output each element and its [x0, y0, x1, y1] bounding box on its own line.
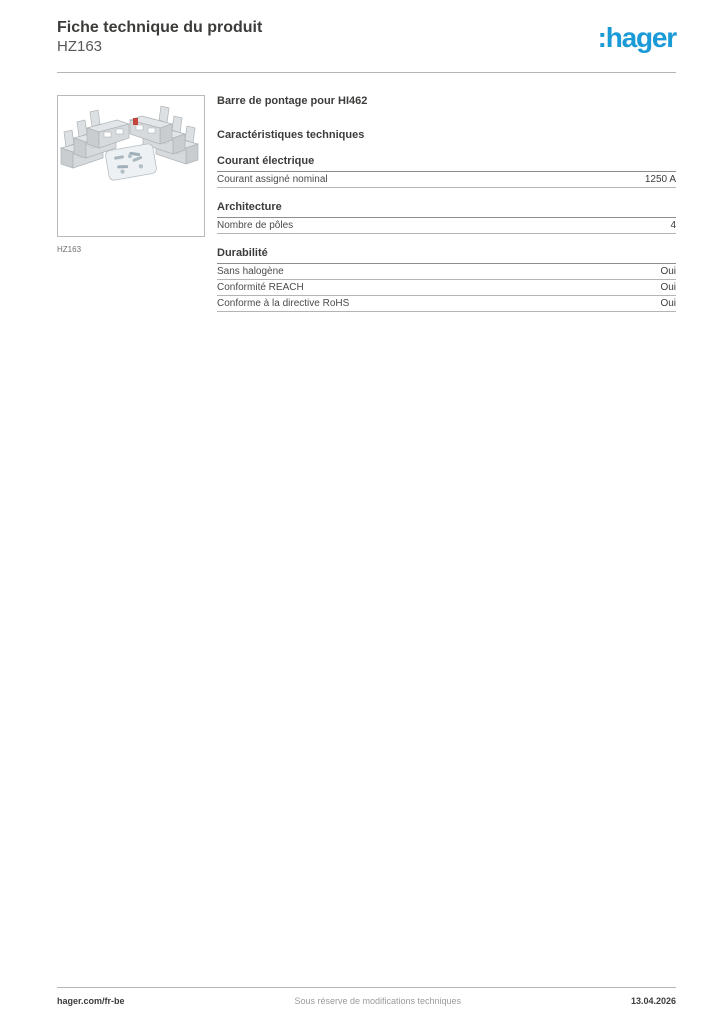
product-image-frame — [57, 95, 205, 237]
spec-section-durabilite — [217, 247, 676, 312]
spec-value: Oui — [660, 298, 676, 309]
section-title: Architecture — [217, 201, 676, 218]
product-reference: HZ163 — [57, 38, 103, 55]
header-divider — [57, 72, 676, 73]
product-image-caption: HZ163 — [57, 245, 82, 254]
section-title: Courant électrique — [217, 155, 676, 172]
section-title: Durabilité — [217, 247, 676, 264]
website-link[interactable]: hager.com/fr-be — [57, 996, 125, 1006]
spec-value: 1250 A — [644, 174, 676, 185]
spec-section-architecture — [217, 201, 676, 234]
product-image-column — [57, 95, 205, 254]
spec-label: Courant assigné nominal — [217, 174, 328, 185]
header-titles — [57, 18, 262, 56]
product-image — [58, 96, 204, 236]
specs-heading: Caractéristiques techniques — [217, 129, 365, 141]
product-name: Barre de pontage pour HI462 — [217, 95, 368, 107]
table-row — [217, 296, 676, 312]
page-title: Fiche technique du produit — [57, 19, 263, 36]
spec-label: Conforme à la directive RoHS — [217, 298, 350, 309]
table-row — [217, 218, 676, 234]
spec-label: Nombre de pôles — [217, 220, 294, 231]
spec-value: Oui — [660, 282, 676, 293]
table-row — [217, 280, 676, 296]
table-row — [217, 172, 676, 188]
hager-logo: :hager — [597, 22, 676, 53]
spec-value: 4 — [670, 220, 676, 231]
table-row — [217, 264, 676, 280]
red-marking — [133, 118, 138, 125]
specs-column — [217, 95, 676, 312]
page-header — [57, 18, 676, 56]
spec-label: Sans halogène — [217, 266, 284, 277]
spec-value: Oui — [660, 266, 676, 277]
footer-disclaimer: Sous réserve de modifications techniques — [294, 996, 462, 1006]
spec-section-courant-electrique — [217, 155, 676, 188]
spec-label: Conformité REACH — [217, 282, 304, 293]
page-footer — [57, 987, 676, 1006]
footer-date: 13.04.2026 — [630, 996, 676, 1006]
